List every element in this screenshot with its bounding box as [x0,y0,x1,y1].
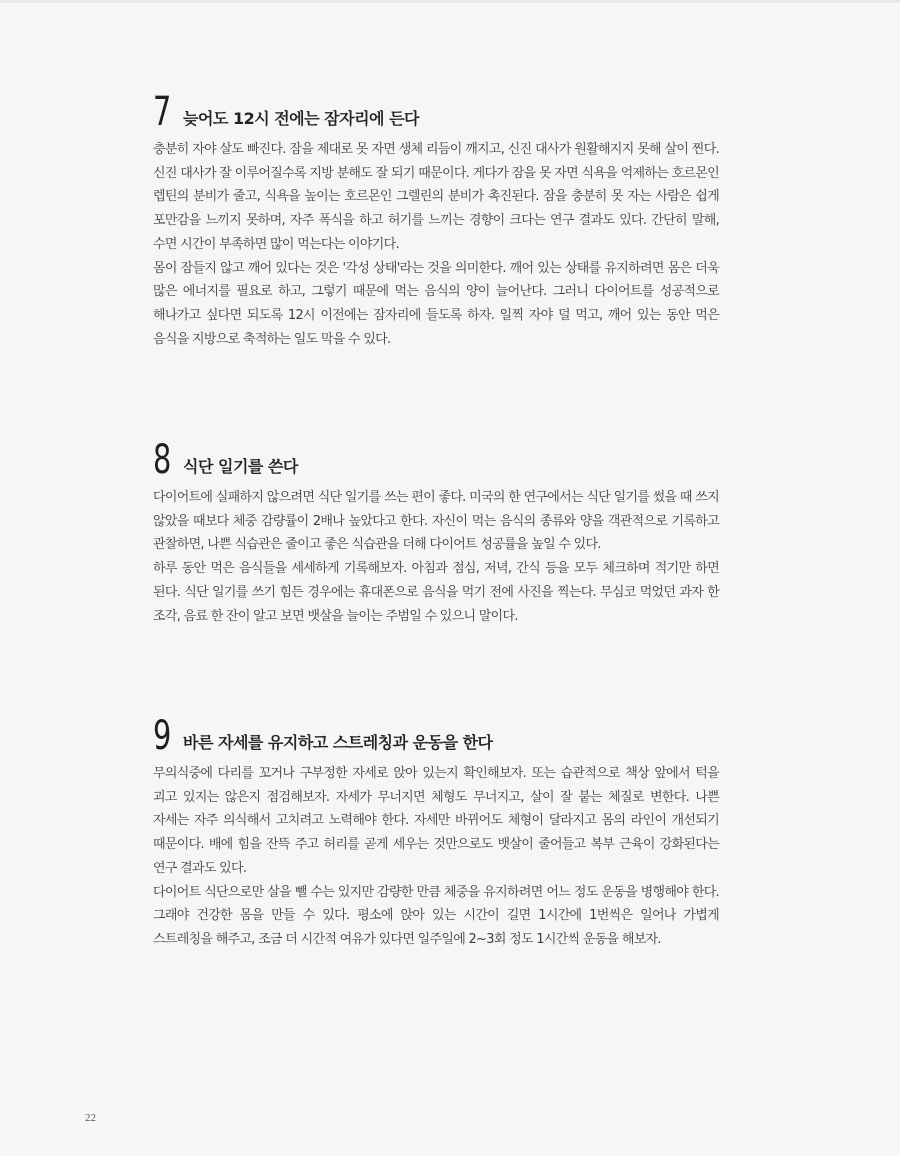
section-number: 9 [153,713,172,759]
section-heading [153,434,719,483]
page-top-edge [0,0,900,3]
paragraph: 몸이 잠들지 않고 깨어 있다는 것은 '각성 상태'라는 것을 의미한다. 깨어 있는 상태를 유지하려면 몸은 더욱 많은 에너지를 필요로 하고, 그렇기 때문에 먹는 음식의 양이 늘어난다. 그러니 다이어트를 성공적으로 해나가고 싶다면 되도록 12시 이전에는 잠자리에 들도록 하자. 일찍 자야 덜 먹고, 깨어 있는 동안 먹은 음식을 지방으로 축적하는 일도 막을 수 있다. [153,260,719,347]
section-7 [153,86,719,351]
section-heading [153,710,719,759]
section-number: 7 [153,89,172,135]
page-number: 22 [85,1112,96,1124]
section-title: 늦어도 12시 전에는 잠자리에 든다 [183,109,419,128]
paragraph: 다이어트 식단으로만 살을 뺄 수는 있지만 감량한 만큼 체중을 유지하려면 어느 정도 운동을 병행해야 한다. 그래야 건강한 몸을 만들 수 있다. 평소에 앉아 있는 시간이 길면 1시간에 1번씩은 일어나 가볍게 스트레칭을 해주고, 조금 더 시간적 여유가 있다면 일주일에 2~3회 정도 1시간씩 운동을 해보자. [153,884,719,947]
section-number: 8 [153,437,172,483]
section-title: 바른 자세를 유지하고 스트레칭과 운동을 한다 [183,733,493,752]
section-title: 식단 일기를 쓴다 [183,457,298,476]
paragraph: 충분히 자야 살도 빠진다. 잠을 제대로 못 자면 생체 리듬이 깨지고, 신진 대사가 원활해지지 못해 살이 찐다. 신진 대사가 잘 이루어질수록 지방 분해도 잘 되기 때문이다. 게다가 잠을 못 자면 식욕을 억제하는 호르몬인 렙틴의 분비가 줄고, 식욕을 높이는 호르몬인 그렐린의 분비가 촉진된다. 잠을 충분히 못 자는 사람은 쉽게 포만감을 느끼지 못하며, 자주 폭식을 하고 허기를 느끼는 경향이 크다는 연구 결과도 있다. 간단히 말해, 수면 시간이 부족하면 많이 먹는다는 이야기다. [153,142,719,252]
section-8 [153,434,719,628]
paragraph: 하루 동안 먹은 음식들을 세세하게 기록해보자. 아침과 점심, 저녁, 간식 등을 모두 체크하며 적기만 하면 된다. 식단 일기를 쓰기 힘든 경우에는 휴대폰으로 음식을 먹기 전에 사진을 찍는다. 무심코 먹었던 과자 한 조각, 음료 한 잔이 알고 보면 뱃살을 늘이는 주범일 수 있으니 말이다. [153,561,719,624]
paragraph: 무의식중에 다리를 꼬거나 구부정한 자세로 앉아 있는지 확인해보자. 또는 습관적으로 책상 앞에서 턱을 괴고 있지는 않은지 점검해보자. 자세가 무너지면 체형도 무너지고, 살이 잘 붙는 체질로 변한다. 나쁜 자세는 자주 의식해서 고치려고 노력해야 한다. 자세만 바뀌어도 체형이 달라지고 몸의 라인이 개선되기 때문이다. 배에 힘을 잔뜩 주고 허리를 곧게 세우는 것만으로도 뱃살이 줄어들고 복부 근육이 강화된다는 연구 결과도 있다. [153,766,719,876]
section-heading [153,86,719,135]
paragraph: 다이어트에 실패하지 않으려면 식단 일기를 쓰는 편이 좋다. 미국의 한 연구에서는 식단 일기를 썼을 때 쓰지 않았을 때보다 체중 감량률이 2배나 높았다고 한다. 자신이 먹는 음식의 종류와 양을 객관적으로 기록하고 관찰하면, 나쁜 식습관은 줄이고 좋은 식습관을 더해 다이어트 성공률을 높일 수 있다. [153,490,719,553]
section-9 [153,710,719,952]
